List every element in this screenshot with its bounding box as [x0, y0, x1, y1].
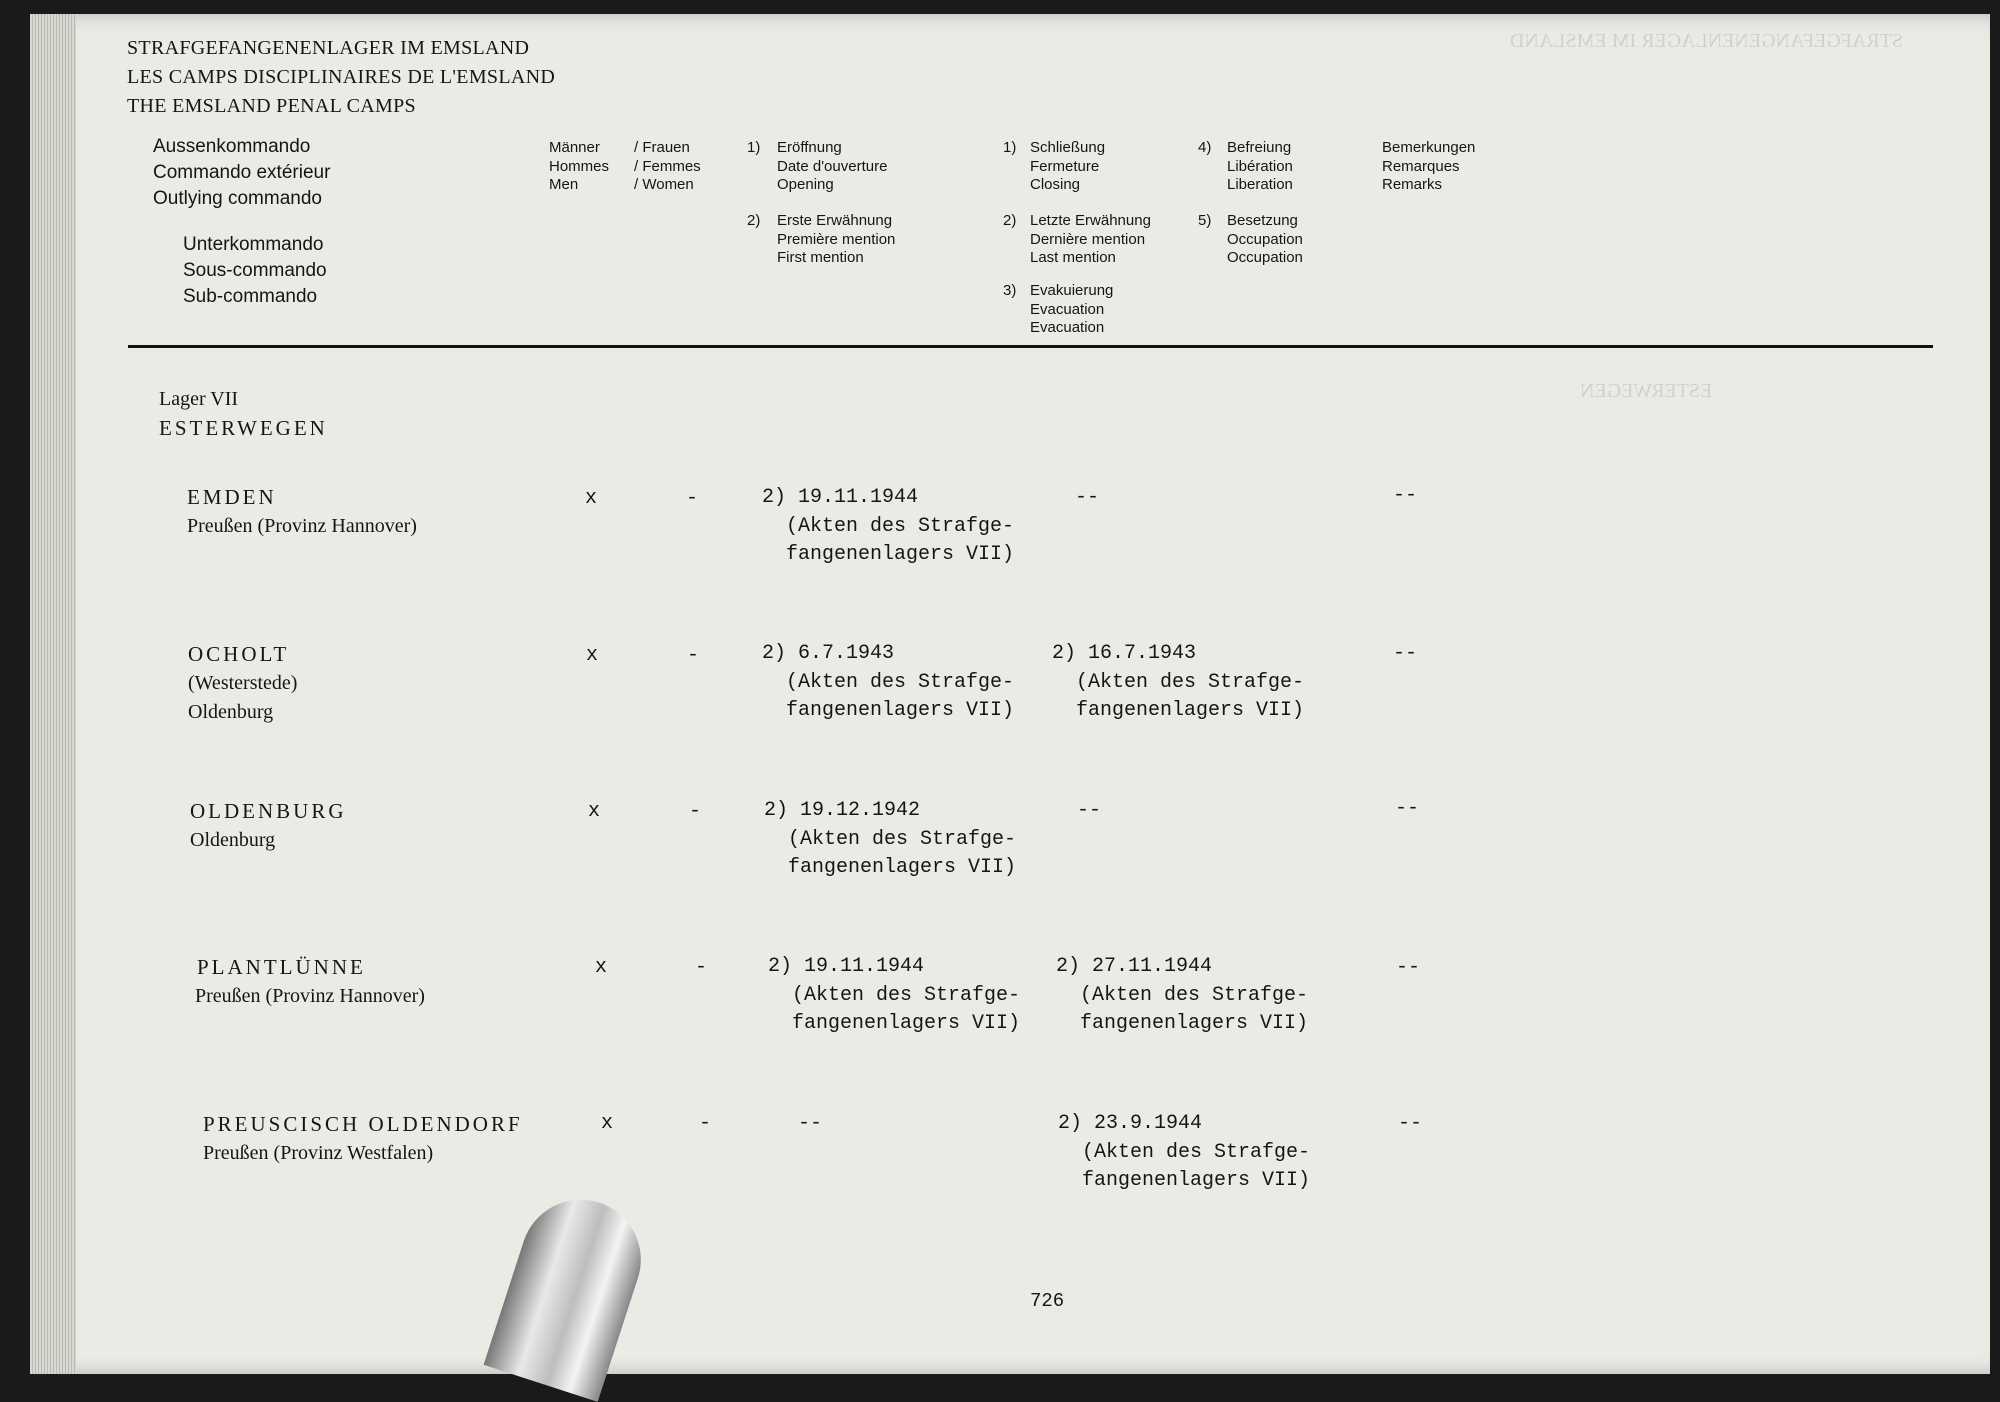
header-subcommando-de: Unterkommando — [183, 234, 324, 255]
row-ocholt-region — [188, 669, 297, 727]
row-oldenburg-closing-value: -- — [1077, 799, 1102, 822]
row-oldenburg-men: x — [588, 800, 601, 823]
header-women-de: / Frauen — [634, 139, 690, 156]
main-camp-label: Lager VII — [159, 388, 239, 410]
header-occupation-num: 5) — [1198, 212, 1212, 229]
header-men-fr: Hommes — [549, 157, 610, 175]
row-oldenburg-region: Oldenburg — [190, 829, 276, 851]
row-ocholt-closing-source: (Akten des Strafge- — [1076, 670, 1305, 694]
header-subcommando — [183, 232, 327, 310]
row-ocholt-opening-source-cont: fangenenlagers VII) — [786, 699, 1015, 722]
row-ocholt-opening — [762, 640, 1014, 726]
row-emden-opening-source: (Akten des Strafge- — [786, 514, 1015, 538]
header-liberation-de: Befreiung — [1227, 139, 1292, 156]
header-closing — [1030, 139, 1105, 195]
header-commando-fr: Commando extérieur — [153, 162, 331, 183]
header-commando-en: Outlying commando — [153, 188, 322, 209]
row-preussisch-oldendorf-opening — [798, 1110, 822, 1139]
row-plantluenne-opening — [768, 953, 1020, 1039]
row-plantluenne-closing — [1056, 953, 1308, 1039]
row-emden-remarks: -- — [1393, 484, 1418, 507]
row-oldenburg-opening — [764, 797, 1016, 883]
title-de: STRAFGEFANGENENLAGER IM EMSLAND — [127, 37, 530, 59]
header-occupation-de: Besetzung — [1227, 212, 1298, 229]
header-opening-en: Opening — [777, 176, 834, 193]
row-plantluenne-opening-date: 2) 19.11.1944 — [768, 955, 925, 978]
row-ocholt-closing — [1052, 640, 1304, 726]
header-first-mention — [777, 212, 895, 268]
row-ocholt-closing-source-cont: fangenenlagers VII) — [1076, 699, 1305, 722]
row-emden-opening-source-cont: fangenenlagers VII) — [786, 543, 1015, 566]
header-commando — [153, 134, 330, 212]
row-plantluenne-opening-source-cont: fangenenlagers VII) — [792, 1012, 1021, 1035]
header-opening-num: 1) — [747, 139, 761, 156]
row-plantluenne-remarks: -- — [1396, 956, 1421, 979]
header-women — [634, 139, 701, 195]
row-oldenburg-closing — [1077, 797, 1101, 826]
row-emden-men: x — [585, 487, 598, 510]
row-preussisch-oldendorf-closing — [1058, 1110, 1310, 1196]
header-subcommando-en: Sub-commando — [183, 286, 318, 307]
row-plantluenne-men: x — [595, 956, 608, 979]
header-last-mention — [1030, 212, 1151, 268]
row-preussisch-oldendorf-closing-source-cont: fangenenlagers VII) — [1082, 1169, 1311, 1192]
header-last-mention-en: Last mention — [1030, 249, 1116, 266]
row-emden-name: EMDEN — [187, 485, 277, 509]
header-liberation — [1227, 139, 1293, 195]
page-stack-edge — [30, 14, 76, 1374]
header-opening-fr: Date d'ouverture — [777, 157, 888, 175]
row-preussisch-oldendorf-women: - — [699, 1112, 712, 1135]
header-occupation-fr: Occupation — [1227, 230, 1303, 248]
row-ocholt-region-state: Oldenburg — [188, 701, 274, 723]
header-men-de: Männer — [549, 139, 600, 156]
header-remarks-fr: Remarques — [1382, 157, 1460, 175]
header-women-en: / Women — [634, 176, 694, 193]
header-first-mention-fr: Première mention — [777, 230, 896, 248]
header-subcommando-fr: Sous-commando — [183, 260, 327, 281]
row-ocholt-opening-date: 2) 6.7.1943 — [762, 642, 895, 665]
header-rule — [128, 345, 1933, 348]
header-occupation-en: Occupation — [1227, 249, 1303, 266]
row-ocholt-remarks: -- — [1393, 642, 1418, 665]
row-preussisch-oldendorf-opening-value: -- — [798, 1112, 823, 1135]
header-closing-de: Schließung — [1030, 139, 1106, 156]
header-closing-num: 1) — [1003, 139, 1017, 156]
header-men — [549, 139, 609, 195]
header-remarks — [1382, 139, 1475, 195]
row-plantluenne-opening-source: (Akten des Strafge- — [792, 983, 1021, 1007]
row-plantluenne-women: - — [695, 956, 708, 979]
header-remarks-en: Remarks — [1382, 176, 1443, 193]
row-preussisch-oldendorf-remarks: -- — [1398, 1112, 1423, 1135]
header-last-mention-fr: Dernière mention — [1030, 230, 1146, 248]
row-plantluenne-name: PLANTLÜNNE — [197, 955, 366, 979]
row-oldenburg-remarks: -- — [1395, 797, 1420, 820]
bleed-through-row: ESTERWEGEN — [1580, 380, 1713, 402]
row-emden-closing-value: -- — [1075, 486, 1100, 509]
row-ocholt-women: - — [687, 644, 700, 667]
header-evacuation-en: Evacuation — [1030, 319, 1105, 336]
header-evacuation-num: 3) — [1003, 282, 1017, 299]
row-ocholt-closing-date: 2) 16.7.1943 — [1052, 642, 1197, 665]
header-occupation — [1227, 212, 1303, 268]
header-evacuation-de: Evakuierung — [1030, 282, 1114, 299]
header-first-mention-en: First mention — [777, 249, 864, 266]
row-oldenburg-opening-source: (Akten des Strafge- — [788, 827, 1017, 851]
bleed-through-title: STRAFGEFANGENENLAGER IM EMSLAND — [1510, 30, 1903, 52]
title-fr: LES CAMPS DISCIPLINAIRES DE L'EMSLAND — [127, 66, 556, 88]
header-closing-en: Closing — [1030, 176, 1081, 193]
header-evacuation — [1030, 282, 1113, 338]
header-last-mention-de: Letzte Erwähnung — [1030, 212, 1151, 229]
row-emden-women: - — [686, 487, 699, 510]
header-women-fr: / Femmes — [634, 157, 701, 175]
title-en: THE EMSLAND PENAL CAMPS — [127, 95, 416, 117]
row-ocholt-region-town: (Westerstede) — [188, 672, 298, 694]
row-emden-opening — [762, 484, 1014, 570]
row-oldenburg-women: - — [689, 800, 702, 823]
row-preussisch-oldendorf-region: Preußen (Provinz Westfalen) — [203, 1142, 434, 1164]
header-liberation-en: Liberation — [1227, 176, 1293, 193]
header-opening — [777, 139, 887, 195]
row-oldenburg-name: OLDENBURG — [190, 799, 347, 823]
row-ocholt-opening-source: (Akten des Strafge- — [786, 670, 1015, 694]
row-emden-closing — [1075, 484, 1099, 513]
header-liberation-num: 4) — [1198, 139, 1212, 156]
header-closing-fr: Fermeture — [1030, 157, 1100, 175]
row-emden-region: Preußen (Provinz Hannover) — [187, 515, 417, 537]
row-plantluenne-closing-source: (Akten des Strafge- — [1080, 983, 1309, 1007]
main-camp-name: ESTERWEGEN — [159, 416, 328, 440]
page-number: 726 — [1030, 1290, 1065, 1312]
row-preussisch-oldendorf-closing-date: 2) 23.9.1944 — [1058, 1112, 1203, 1135]
row-plantluenne-region: Preußen (Provinz Hannover) — [195, 985, 425, 1007]
row-plantluenne-closing-source-cont: fangenenlagers VII) — [1080, 1012, 1309, 1035]
row-preussisch-oldendorf-name: PREUSCISCH OLDENDORF — [203, 1112, 523, 1136]
header-last-mention-num: 2) — [1003, 212, 1017, 229]
header-men-en: Men — [549, 176, 579, 193]
row-emden-opening-date: 2) 19.11.1944 — [762, 486, 919, 509]
header-evacuation-fr: Evacuation — [1030, 300, 1105, 318]
header-remarks-de: Bemerkungen — [1382, 139, 1476, 156]
row-oldenburg-opening-date: 2) 19.12.1942 — [764, 799, 921, 822]
header-first-mention-de: Erste Erwähnung — [777, 212, 893, 229]
row-ocholt-men: x — [586, 644, 599, 667]
row-preussisch-oldendorf-men: x — [601, 1112, 614, 1135]
row-preussisch-oldendorf-closing-source: (Akten des Strafge- — [1082, 1140, 1311, 1164]
header-opening-de: Eröffnung — [777, 139, 842, 156]
row-oldenburg-opening-source-cont: fangenenlagers VII) — [788, 856, 1017, 879]
header-commando-de: Aussenkommando — [153, 136, 311, 157]
row-ocholt-name: OCHOLT — [188, 642, 290, 666]
row-plantluenne-closing-date: 2) 27.11.1944 — [1056, 955, 1213, 978]
header-liberation-fr: Libération — [1227, 157, 1293, 175]
header-first-mention-num: 2) — [747, 212, 761, 229]
